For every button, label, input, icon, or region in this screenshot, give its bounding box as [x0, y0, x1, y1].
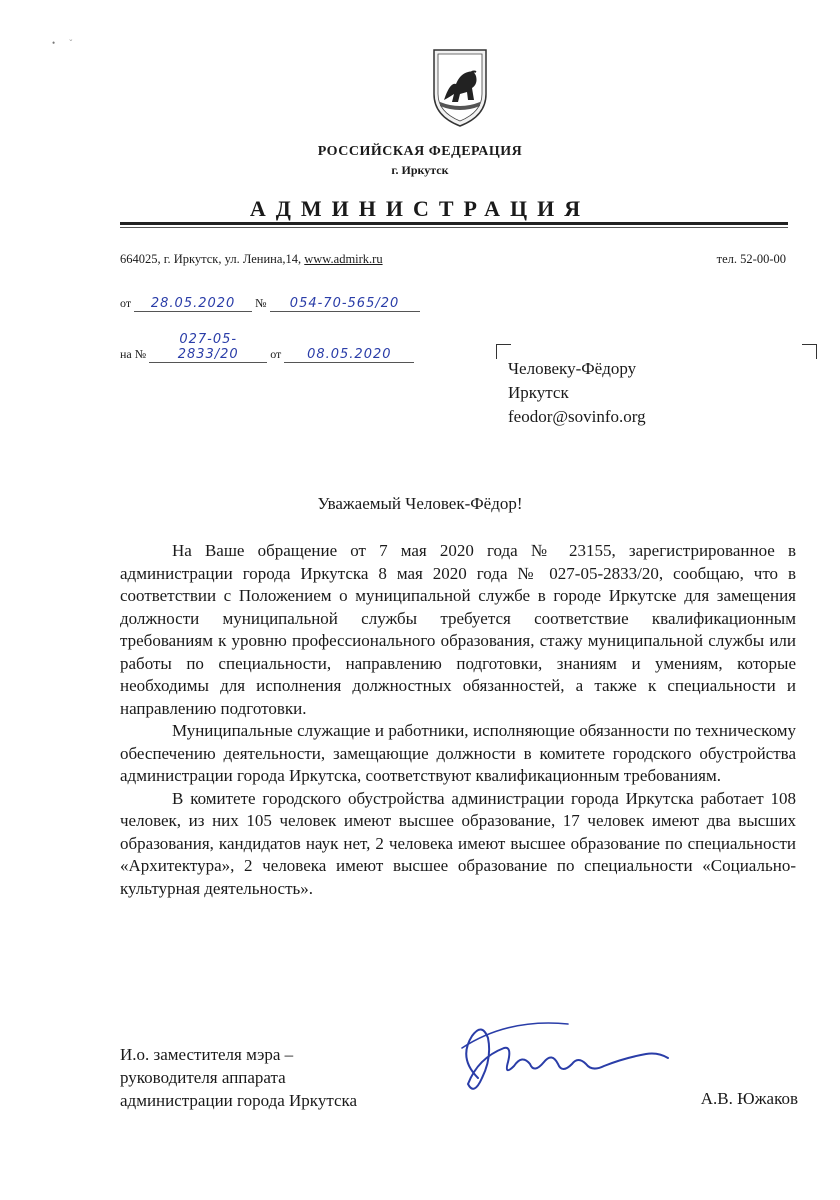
signatory-title-line: руководителя аппарата — [120, 1068, 286, 1087]
ref-date-field — [284, 347, 414, 363]
incoming-reference — [120, 332, 414, 363]
phone-number: тел. 52-00-00 — [716, 252, 786, 266]
address-text: 664025, г. Иркутск, ул. Ленина,14, — [120, 252, 305, 266]
outgoing-registration — [120, 296, 420, 312]
ref-date: 08.05.2020 — [307, 347, 392, 362]
outgoing-number-field — [270, 296, 420, 312]
recipient-city: Иркутск — [508, 383, 569, 402]
paragraph: На Ваше обращение от 7 мая 2020 года № 23155, зарегистрированное в администрации города Иркутска 8 мая 2020 года № 027-05-2833/20, сообщаю, что в соответствии с Положением о муниципальной службе в городе Иркутске для замещения должности муниципальной службы требуется соответствие квалификационным требованиям к уровню профессионального образования, стажу муниципальной службы или работы по специальности, направлению подготовки, знаниям и умениям, которые необходимы для исполнения должностных обязанностей, а также к специальности и направлению подготовки. — [120, 541, 796, 718]
paragraph: Муниципальные служащие и работники, исполняющие обязанности по техническому обеспечению деятельности, замещающие должности в комитете городского обустройства администрации города Иркутска, соответствуют квалификационным требованиям. — [120, 721, 796, 785]
number-label: № — [255, 296, 267, 310]
ref-date-label: от — [270, 347, 282, 361]
from-label: от — [120, 296, 132, 310]
signer-name: А.В. Южаков — [700, 1089, 798, 1108]
signatory-title-line: администрации города Иркутска — [120, 1091, 358, 1110]
header-rule — [120, 222, 788, 225]
organization-title: АДМИНИСТРАЦИЯ — [249, 196, 591, 221]
handwritten-signature — [448, 1018, 678, 1108]
corner-mark: • ˘ — [52, 38, 79, 48]
signatory-title — [120, 1043, 357, 1112]
salutation: Уважаемый Человек-Фёдор! — [317, 494, 523, 513]
recipient-email: feodor@sovinfo.org — [508, 407, 646, 426]
country-name: РОССИЙСКАЯ ФЕДЕРАЦИЯ — [317, 144, 523, 159]
outgoing-date-field — [134, 296, 252, 312]
city-name: г. Иркутск — [391, 163, 449, 177]
outgoing-date: 28.05.2020 — [150, 296, 236, 311]
outgoing-number: 054-70-565/20 — [289, 296, 400, 311]
recipient-name: Человеку-Фёдору — [508, 359, 637, 378]
website-link[interactable]: www.admirk.ru — [304, 252, 383, 266]
address-line — [120, 252, 383, 267]
header-rule-thin — [120, 227, 788, 228]
irkutsk-coat-of-arms-icon — [430, 44, 490, 128]
address-bracket-right — [802, 344, 817, 359]
ref-label: на № — [120, 347, 147, 361]
paragraph: В комитете городского обустройства администрации города Иркутска работает 108 человек, из них 105 человек имеют высшее образование, 17 человек имеют два высших образования, кандидатов наук нет, 2 человека имеют высшее образование по специальности «Архитектура», 2 человека имеют высшее образование по специальности «Социально-культурная деятельность». — [120, 788, 796, 898]
signatory-title-line: И.о. заместителя мэра – — [120, 1045, 294, 1064]
ref-number-field — [149, 332, 267, 363]
letter-body — [120, 540, 796, 900]
ref-number: 027-05-2833/20 — [177, 332, 239, 362]
recipient-block — [508, 357, 646, 429]
